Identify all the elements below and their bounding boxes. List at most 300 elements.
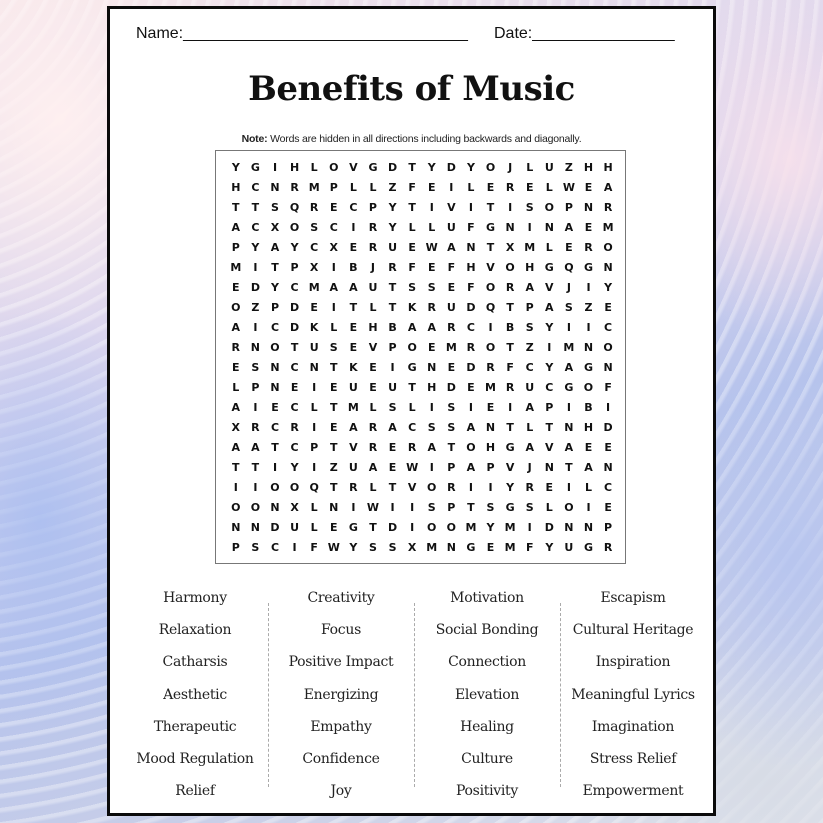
grid-letter[interactable]: O — [446, 521, 456, 534]
grid-letter[interactable]: I — [586, 281, 591, 294]
grid-letter[interactable]: T — [330, 361, 338, 374]
grid-letter[interactable]: I — [488, 321, 493, 334]
grid-letter[interactable]: S — [525, 321, 534, 334]
grid-letter[interactable]: U — [544, 161, 554, 174]
grid-letter[interactable]: E — [486, 181, 495, 194]
grid-letter[interactable]: L — [310, 521, 318, 534]
grid-letter[interactable]: F — [467, 281, 475, 294]
grid-letter[interactable]: T — [251, 201, 260, 214]
grid-letter[interactable]: A — [368, 461, 378, 474]
grid-letter[interactable]: C — [349, 201, 358, 214]
grid-letter[interactable]: G — [348, 521, 358, 534]
grid-letter[interactable]: E — [290, 381, 299, 394]
grid-letter[interactable]: I — [331, 261, 336, 274]
grid-letter[interactable]: I — [410, 521, 415, 534]
grid-letter[interactable]: Y — [388, 221, 397, 234]
grid-letter[interactable]: E — [427, 181, 436, 194]
grid-letter[interactable]: I — [468, 401, 473, 414]
grid-letter[interactable]: I — [312, 421, 317, 434]
grid-letter[interactable]: E — [486, 401, 495, 414]
grid-letter[interactable]: L — [428, 221, 436, 234]
grid-letter[interactable]: C — [290, 281, 299, 294]
grid-letter[interactable]: R — [447, 481, 456, 494]
grid-letter[interactable]: O — [583, 381, 594, 394]
grid-letter[interactable]: A — [329, 281, 339, 294]
grid-letter[interactable]: F — [447, 261, 456, 274]
grid-letter[interactable]: Z — [525, 341, 534, 354]
grid-letter[interactable]: D — [290, 321, 300, 334]
grid-letter[interactable]: E — [232, 361, 240, 374]
grid-letter[interactable]: S — [388, 541, 397, 554]
grid-letter[interactable]: E — [486, 541, 495, 554]
grid-letter[interactable]: R — [525, 481, 534, 494]
grid-letter[interactable]: Y — [545, 541, 554, 554]
grid-letter[interactable]: Y — [466, 161, 475, 174]
grid-letter[interactable]: C — [290, 361, 299, 374]
grid-letter[interactable]: R — [466, 341, 476, 354]
grid-letter[interactable]: I — [429, 201, 434, 214]
grid-letter[interactable]: J — [527, 461, 532, 474]
grid-letter[interactable]: T — [290, 341, 299, 354]
grid-letter[interactable]: O — [231, 301, 241, 314]
grid-letter[interactable]: N — [250, 341, 260, 354]
grid-letter[interactable]: C — [525, 361, 534, 374]
grid-letter[interactable]: Y — [604, 281, 613, 294]
grid-letter[interactable]: R — [427, 301, 436, 314]
grid-letter[interactable]: A — [407, 321, 417, 334]
grid-letter[interactable]: F — [604, 381, 612, 394]
grid-letter[interactable]: N — [446, 541, 456, 554]
grid-letter[interactable]: I — [508, 201, 513, 214]
grid-letter[interactable]: U — [446, 221, 456, 234]
grid-letter[interactable]: E — [584, 181, 593, 194]
grid-letter[interactable]: P — [564, 201, 573, 214]
grid-letter[interactable]: V — [505, 461, 515, 474]
grid-letter[interactable]: N — [309, 361, 319, 374]
grid-letter[interactable]: C — [604, 481, 613, 494]
grid-letter[interactable]: E — [604, 441, 612, 454]
grid-letter[interactable]: F — [525, 541, 534, 554]
grid-letter[interactable]: E — [604, 501, 612, 514]
grid-letter[interactable]: T — [486, 241, 495, 254]
grid-letter[interactable]: N — [270, 501, 280, 514]
grid-letter[interactable]: U — [388, 381, 398, 394]
grid-letter[interactable]: S — [310, 221, 319, 234]
grid-letter[interactable]: H — [603, 161, 613, 174]
grid-letter[interactable]: U — [348, 461, 358, 474]
grid-letter[interactable]: E — [467, 381, 475, 394]
grid-letter[interactable]: Y — [427, 161, 436, 174]
grid-letter[interactable]: P — [388, 341, 397, 354]
grid-letter[interactable]: R — [231, 341, 241, 354]
grid-letter[interactable]: E — [584, 221, 593, 234]
grid-letter[interactable]: C — [251, 181, 260, 194]
grid-letter[interactable]: X — [290, 501, 299, 514]
grid-letter[interactable]: T — [232, 201, 240, 214]
grid-letter[interactable]: X — [407, 541, 417, 554]
grid-letter[interactable]: L — [232, 381, 240, 394]
grid-letter[interactable]: I — [253, 401, 258, 414]
grid-letter[interactable]: I — [272, 161, 278, 174]
grid-letter[interactable]: R — [486, 361, 495, 374]
grid-letter[interactable]: M — [426, 541, 438, 554]
grid-letter[interactable]: U — [388, 241, 398, 254]
grid-letter[interactable]: B — [505, 321, 515, 334]
grid-letter[interactable]: O — [427, 481, 437, 494]
grid-letter[interactable]: E — [604, 301, 612, 314]
grid-letter[interactable]: E — [408, 241, 416, 254]
grid-letter[interactable]: H — [289, 161, 300, 174]
grid-letter[interactable]: C — [310, 241, 319, 254]
grid-letter[interactable]: O — [603, 341, 613, 354]
grid-letter[interactable]: E — [545, 481, 554, 494]
grid-letter[interactable]: A — [564, 441, 574, 454]
grid-letter[interactable]: T — [369, 521, 377, 534]
grid-letter[interactable]: L — [310, 401, 318, 414]
grid-letter[interactable]: N — [270, 361, 280, 374]
grid-letter[interactable]: X — [231, 421, 241, 434]
grid-letter[interactable]: Z — [584, 301, 593, 314]
grid-letter[interactable]: C — [270, 541, 280, 554]
grid-letter[interactable]: M — [504, 541, 516, 554]
grid-letter[interactable]: E — [349, 321, 358, 334]
grid-letter[interactable]: H — [427, 381, 437, 394]
grid-letter[interactable]: C — [290, 441, 299, 454]
grid-letter[interactable]: C — [251, 221, 260, 234]
grid-letter[interactable]: P — [447, 501, 456, 514]
grid-letter[interactable]: I — [312, 381, 317, 394]
grid-letter[interactable]: T — [408, 161, 416, 174]
grid-letter[interactable]: T — [486, 201, 495, 214]
grid-letter[interactable]: N — [250, 521, 260, 534]
grid-letter[interactable]: N — [270, 181, 280, 194]
grid-letter[interactable]: C — [329, 221, 338, 234]
grid-letter[interactable]: E — [427, 261, 436, 274]
grid-letter[interactable]: T — [545, 421, 554, 434]
grid-letter[interactable]: O — [270, 341, 280, 354]
grid-letter[interactable]: R — [368, 441, 378, 454]
grid-letter[interactable]: N — [603, 261, 613, 274]
grid-letter[interactable]: Y — [290, 461, 299, 474]
grid-letter[interactable]: T — [506, 301, 514, 314]
grid-letter[interactable]: L — [545, 501, 553, 514]
grid-letter[interactable]: E — [565, 241, 573, 254]
grid-letter[interactable]: L — [408, 401, 416, 414]
grid-letter[interactable]: G — [583, 541, 593, 554]
grid-letter[interactable]: Y — [290, 241, 299, 254]
grid-letter[interactable]: A — [466, 421, 476, 434]
grid-letter[interactable]: X — [329, 241, 338, 254]
grid-letter[interactable]: I — [488, 481, 493, 494]
grid-letter[interactable]: I — [586, 501, 591, 514]
grid-letter[interactable]: N — [564, 421, 574, 434]
grid-letter[interactable]: V — [349, 441, 358, 454]
grid-letter[interactable]: I — [527, 521, 532, 534]
grid-letter[interactable]: M — [308, 181, 320, 194]
grid-letter[interactable]: N — [231, 521, 241, 534]
grid-letter[interactable]: N — [583, 201, 594, 214]
grid-letter[interactable]: F — [506, 361, 514, 374]
grid-letter[interactable]: S — [447, 421, 456, 434]
grid-letter[interactable]: S — [329, 341, 338, 354]
grid-letter[interactable]: K — [309, 321, 319, 334]
grid-letter[interactable]: A — [231, 441, 241, 454]
grid-letter[interactable]: I — [233, 481, 238, 494]
grid-letter[interactable]: N — [544, 461, 554, 474]
grid-letter[interactable]: H — [525, 261, 535, 274]
grid-letter[interactable]: M — [465, 521, 477, 534]
grid-letter[interactable]: P — [525, 301, 534, 314]
grid-letter[interactable]: G — [564, 381, 574, 394]
grid-letter[interactable]: E — [427, 341, 436, 354]
grid-letter[interactable]: N — [485, 421, 496, 434]
grid-letter[interactable]: E — [447, 281, 456, 294]
grid-letter[interactable]: Y — [231, 161, 240, 174]
grid-letter[interactable]: F — [408, 261, 416, 274]
grid-letter[interactable]: O — [485, 341, 496, 354]
grid-letter[interactable]: D — [250, 281, 260, 294]
grid-letter[interactable]: E — [369, 361, 377, 374]
grid-letter[interactable]: R — [368, 221, 378, 234]
grid-letter[interactable]: A — [231, 401, 241, 414]
grid-letter[interactable]: M — [230, 261, 242, 274]
grid-letter[interactable]: L — [310, 161, 318, 174]
grid-letter[interactable]: S — [525, 201, 534, 214]
grid-letter[interactable]: T — [408, 201, 416, 214]
grid-letter[interactable]: T — [232, 461, 240, 474]
grid-letter[interactable]: P — [604, 521, 613, 534]
grid-letter[interactable]: P — [545, 401, 554, 414]
grid-letter[interactable]: E — [330, 521, 338, 534]
grid-letter[interactable]: V — [545, 441, 554, 454]
grid-letter[interactable]: D — [466, 301, 476, 314]
grid-letter[interactable]: O — [564, 501, 574, 514]
grid-letter[interactable]: R — [407, 441, 417, 454]
grid-letter[interactable]: I — [468, 481, 473, 494]
grid-letter[interactable]: L — [349, 181, 357, 194]
grid-letter[interactable]: L — [545, 181, 553, 194]
grid-letter[interactable]: N — [583, 521, 594, 534]
grid-letter[interactable]: Q — [485, 301, 496, 314]
grid-letter[interactable]: G — [505, 441, 515, 454]
grid-letter[interactable]: M — [485, 381, 496, 394]
grid-letter[interactable]: S — [251, 541, 260, 554]
grid-letter[interactable]: S — [427, 281, 436, 294]
grid-letter[interactable]: T — [565, 461, 573, 474]
grid-letter[interactable]: X — [270, 221, 280, 234]
grid-letter[interactable]: A — [564, 221, 574, 234]
grid-letter[interactable]: S — [251, 361, 260, 374]
grid-letter[interactable]: N — [270, 381, 280, 394]
grid-letter[interactable]: T — [271, 441, 279, 454]
grid-letter[interactable]: I — [253, 321, 258, 334]
grid-letter[interactable]: T — [467, 501, 475, 514]
grid-letter[interactable]: L — [467, 181, 475, 194]
grid-letter[interactable]: Y — [545, 321, 554, 334]
grid-letter[interactable]: T — [251, 461, 260, 474]
grid-letter[interactable]: A — [525, 401, 534, 414]
grid-letter[interactable]: U — [368, 281, 378, 294]
grid-letter[interactable]: P — [231, 241, 240, 254]
grid-letter[interactable]: N — [329, 501, 339, 514]
grid-letter[interactable]: O — [289, 481, 300, 494]
grid-letter[interactable]: S — [368, 541, 377, 554]
grid-letter[interactable]: V — [447, 201, 456, 214]
grid-letter[interactable]: V — [368, 341, 378, 354]
grid-letter[interactable]: P — [251, 381, 260, 394]
grid-letter[interactable]: N — [544, 221, 554, 234]
grid-letter[interactable]: X — [309, 261, 319, 274]
grid-letter[interactable]: Q — [309, 481, 319, 494]
grid-letter[interactable]: T — [506, 421, 514, 434]
grid-letter[interactable]: O — [427, 521, 437, 534]
grid-letter[interactable]: A — [231, 321, 241, 334]
grid-letter[interactable]: I — [331, 301, 336, 314]
grid-letter[interactable]: E — [447, 361, 456, 374]
grid-letter[interactable]: T — [271, 261, 279, 274]
grid-letter[interactable]: P — [486, 461, 495, 474]
grid-letter[interactable]: A — [427, 441, 436, 454]
grid-letter[interactable]: M — [524, 241, 536, 254]
grid-letter[interactable]: E — [330, 201, 338, 214]
grid-letter[interactable]: W — [366, 501, 380, 514]
grid-letter[interactable]: I — [253, 261, 258, 274]
grid-letter[interactable]: R — [584, 241, 593, 254]
grid-letter[interactable]: R — [251, 421, 260, 434]
grid-letter[interactable]: M — [347, 401, 359, 414]
grid-letter[interactable]: Y — [388, 201, 397, 214]
grid-letter[interactable]: F — [310, 541, 318, 554]
grid-letter[interactable]: C — [604, 321, 613, 334]
grid-letter[interactable]: R — [368, 241, 378, 254]
grid-letter[interactable]: E — [388, 441, 397, 454]
grid-letter[interactable]: E — [525, 181, 534, 194]
grid-letter[interactable]: L — [408, 221, 416, 234]
grid-letter[interactable]: O — [231, 501, 241, 514]
grid-letter[interactable]: B — [584, 401, 593, 414]
grid-letter[interactable]: E — [310, 301, 318, 314]
grid-letter[interactable]: L — [584, 481, 592, 494]
grid-letter[interactable]: A — [603, 181, 613, 194]
grid-letter[interactable]: D — [544, 521, 554, 534]
grid-letter[interactable]: P — [270, 301, 280, 314]
grid-letter[interactable]: S — [427, 501, 436, 514]
grid-letter[interactable]: L — [330, 321, 338, 334]
grid-letter[interactable]: J — [370, 261, 375, 274]
grid-letter[interactable]: I — [429, 461, 434, 474]
grid-letter[interactable]: W — [406, 461, 419, 474]
grid-letter[interactable]: U — [525, 381, 535, 394]
grid-letter[interactable]: G — [250, 161, 260, 174]
grid-letter[interactable]: Z — [251, 301, 260, 314]
grid-letter[interactable]: L — [369, 481, 377, 494]
grid-letter[interactable]: J — [566, 281, 571, 294]
grid-letter[interactable]: U — [446, 301, 456, 314]
grid-letter[interactable]: I — [429, 401, 434, 414]
grid-letter[interactable]: L — [369, 301, 377, 314]
grid-letter[interactable]: Y — [486, 521, 495, 534]
grid-letter[interactable]: U — [564, 541, 574, 554]
grid-letter[interactable]: W — [425, 241, 438, 254]
grid-letter[interactable]: H — [466, 261, 476, 274]
grid-letter[interactable]: Y — [271, 281, 279, 294]
grid-letter[interactable]: R — [290, 421, 299, 434]
grid-letter[interactable]: I — [390, 361, 395, 374]
grid-letter[interactable]: L — [369, 401, 377, 414]
grid-letter[interactable]: F — [408, 181, 416, 194]
grid-letter[interactable]: U — [348, 381, 358, 394]
grid-letter[interactable]: G — [368, 161, 378, 174]
grid-letter[interactable]: G — [505, 501, 515, 514]
grid-letter[interactable]: E — [271, 401, 279, 414]
grid-letter[interactable]: W — [562, 181, 575, 194]
grid-letter[interactable]: I — [390, 501, 395, 514]
grid-letter[interactable]: S — [408, 281, 417, 294]
grid-letter[interactable]: Z — [388, 181, 397, 194]
grid-letter[interactable]: N — [564, 521, 574, 534]
grid-letter[interactable]: D — [270, 521, 280, 534]
grid-letter[interactable]: H — [583, 421, 594, 434]
grid-letter[interactable]: T — [349, 301, 358, 314]
grid-letter[interactable]: I — [253, 481, 258, 494]
grid-letter[interactable]: I — [566, 401, 571, 414]
grid-letter[interactable]: A — [466, 461, 476, 474]
grid-letter[interactable]: I — [292, 541, 297, 554]
grid-letter[interactable]: T — [330, 401, 338, 414]
grid-letter[interactable]: G — [466, 541, 476, 554]
grid-letter[interactable]: H — [368, 321, 378, 334]
grid-letter[interactable]: L — [526, 161, 534, 174]
grid-letter[interactable]: R — [349, 481, 358, 494]
grid-letter[interactable]: O — [485, 281, 496, 294]
grid-letter[interactable]: S — [486, 501, 495, 514]
grid-letter[interactable]: P — [368, 201, 377, 214]
grid-letter[interactable]: G — [583, 361, 593, 374]
grid-letter[interactable]: S — [388, 401, 397, 414]
date-field[interactable]: Date:________________ — [494, 25, 675, 42]
grid-letter[interactable]: X — [505, 241, 515, 254]
grid-letter[interactable]: C — [408, 421, 417, 434]
grid-letter[interactable]: B — [388, 321, 397, 334]
grid-letter[interactable]: H — [583, 161, 594, 174]
grid-letter[interactable]: C — [466, 321, 475, 334]
grid-letter[interactable]: P — [231, 541, 240, 554]
grid-letter[interactable]: Z — [329, 461, 338, 474]
grid-letter[interactable]: O — [270, 481, 280, 494]
grid-letter[interactable]: T — [330, 481, 338, 494]
grid-letter[interactable]: G — [407, 361, 417, 374]
grid-letter[interactable]: R — [603, 541, 613, 554]
grid-letter[interactable]: I — [272, 461, 278, 474]
grid-letter[interactable]: T — [447, 441, 456, 454]
grid-letter[interactable]: I — [606, 401, 611, 414]
grid-letter[interactable]: T — [388, 281, 397, 294]
grid-letter[interactable]: G — [544, 261, 554, 274]
grid-letter[interactable]: V — [349, 161, 358, 174]
grid-letter[interactable]: A — [525, 281, 534, 294]
grid-letter[interactable]: I — [527, 221, 532, 234]
grid-letter[interactable]: A — [525, 441, 534, 454]
grid-letter[interactable]: V — [486, 261, 495, 274]
grid-letter[interactable]: T — [388, 301, 397, 314]
grid-letter[interactable]: N — [466, 241, 476, 254]
grid-letter[interactable]: N — [603, 361, 613, 374]
grid-letter[interactable]: S — [564, 301, 573, 314]
grid-letter[interactable]: A — [447, 241, 456, 254]
grid-letter[interactable]: E — [349, 341, 358, 354]
grid-letter[interactable]: B — [349, 261, 358, 274]
grid-letter[interactable]: I — [508, 401, 513, 414]
